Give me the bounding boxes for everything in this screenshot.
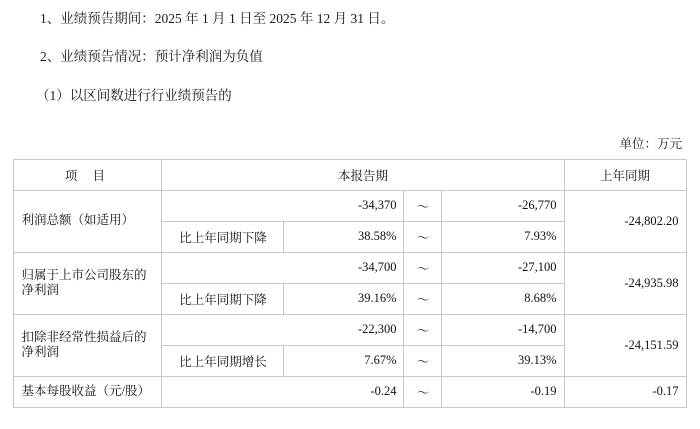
cell-high-excl-nonrecurring: -14,700 (442, 314, 564, 345)
cell-low-net-profit: -34,700 (162, 252, 404, 283)
table-row (14, 376, 686, 407)
table-row (14, 252, 686, 283)
financial-forecast-table (13, 159, 686, 408)
cell-lastyear-excl-nonrecurring: -24,151.59 (564, 314, 686, 376)
cell-tilde: ～ (404, 345, 442, 376)
cell-low-total-profit: -34,370 (162, 190, 404, 221)
cell-low-pct-excl-nonrecurring: 7.67% (284, 345, 404, 376)
row-label-basic-eps: 基本每股收益（元/股） (14, 376, 162, 407)
cell-low-pct-net-profit: 39.16% (284, 283, 404, 314)
cell-high-net-profit: -27,100 (442, 252, 564, 283)
header-item: 项 目 (14, 159, 162, 190)
table-row (14, 314, 686, 345)
paragraph-range-forecast: （1）以区间数进行行业绩预告的 (36, 87, 232, 103)
cell-high-total-profit: -26,770 (442, 190, 564, 221)
table-row (14, 190, 686, 221)
cell-tilde: ～ (404, 221, 442, 252)
cell-low-pct-total-profit: 38.58% (284, 221, 404, 252)
row-label-total-profit: 利润总额（如适用） (14, 190, 162, 252)
cell-low-excl-nonrecurring: -22,300 (162, 314, 404, 345)
row-sublabel-net-profit-change: 比上年同期下降 (162, 283, 284, 314)
cell-high-pct-net-profit: 8.68% (442, 283, 564, 314)
row-label-net-profit-attributable: 归属于上市公司股东的净利润 (14, 252, 162, 314)
cell-tilde: ～ (404, 252, 442, 283)
paragraph-forecast-status: 2、业绩预告情况：预计净利润为负值 (40, 49, 263, 65)
header-current-period: 本报告期 (162, 159, 564, 190)
header-last-year: 上年同期 (564, 159, 686, 190)
cell-high-pct-total-profit: 7.93% (442, 221, 564, 252)
table-header-row (14, 159, 686, 190)
cell-low-basic-eps: -0.24 (162, 376, 404, 407)
cell-tilde: ～ (404, 283, 442, 314)
cell-lastyear-net-profit: -24,935.98 (564, 252, 686, 314)
cell-tilde: ～ (404, 190, 442, 221)
unit-note: 单位：万元 (619, 136, 682, 151)
cell-lastyear-basic-eps: -0.17 (564, 376, 686, 407)
cell-lastyear-total-profit: -24,802.20 (564, 190, 686, 252)
paragraph-forecast-period: 1、业绩预告期间：2025 年 1 月 1 日至 2025 年 12 月 31 日。 (40, 11, 395, 26)
cell-high-basic-eps: -0.19 (442, 376, 564, 407)
cell-tilde: ～ (404, 376, 442, 407)
row-label-net-profit-excl-nonrecurring: 扣除非经常性损益后的净利润 (14, 314, 162, 376)
cell-tilde: ～ (404, 314, 442, 345)
row-sublabel-excl-nonrecurring-change: 比上年同期增长 (162, 345, 284, 376)
row-sublabel-total-profit-change: 比上年同期下降 (162, 221, 284, 252)
cell-high-pct-excl-nonrecurring: 39.13% (442, 345, 564, 376)
